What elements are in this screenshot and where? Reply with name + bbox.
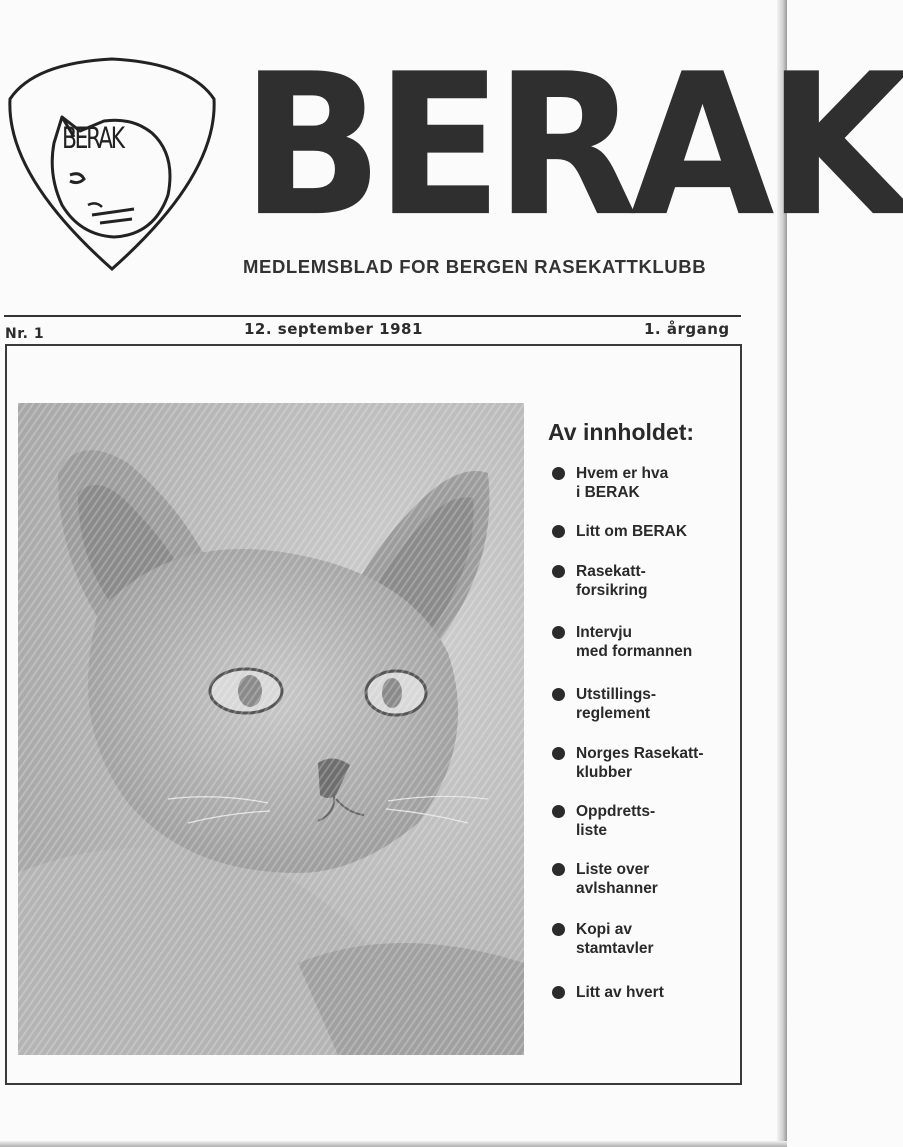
bullet-icon <box>552 863 565 876</box>
contents-item-text: Liste over avlshanner <box>576 861 658 897</box>
bullet-icon <box>552 986 565 999</box>
bullet-icon <box>552 467 565 480</box>
contents-item-text: Oppdretts- liste <box>576 803 656 839</box>
contents-item-text: Hvem er hva i BERAK <box>576 465 669 501</box>
bullet-icon <box>552 747 565 760</box>
page-bottom-edge <box>0 1141 787 1147</box>
contents-item-text: Intervju med formannen <box>576 624 693 660</box>
issue-number: Nr. 1 <box>5 326 45 342</box>
cover-photo <box>18 403 524 1055</box>
emblem-label: BERAK <box>62 121 123 155</box>
contents-item-text: Kopi av stamtavler <box>576 921 654 957</box>
magazine-title: BERAK <box>241 31 903 260</box>
contents-item-text: Norges Rasekatt- klubber <box>576 745 704 781</box>
bullet-icon <box>552 688 565 701</box>
club-emblem <box>4 55 220 277</box>
contents-item-text: Litt av hvert <box>576 984 664 1001</box>
bullet-icon <box>552 525 565 538</box>
cat-portrait-photo <box>18 403 524 1055</box>
bullet-icon <box>552 805 565 818</box>
bullet-icon <box>552 626 565 639</box>
contents-item-text: Litt om BERAK <box>576 523 688 540</box>
bullet-icon <box>552 565 565 578</box>
contents-heading: Av innholdet: <box>548 419 695 445</box>
contents-item-text: Rasekatt- forsikring <box>576 563 648 599</box>
cat-head-shield-icon <box>4 55 220 277</box>
contents-item-text: Utstillings- reglement <box>576 686 657 722</box>
magazine-subtitle: MEDLEMSBLAD FOR BERGEN RASEKATTKLUBB <box>243 256 707 277</box>
issue-volume: 1. årgang <box>644 320 730 338</box>
bullet-icon <box>552 923 565 936</box>
masthead-rule <box>4 315 741 317</box>
issue-date: 12. september 1981 <box>244 320 423 338</box>
